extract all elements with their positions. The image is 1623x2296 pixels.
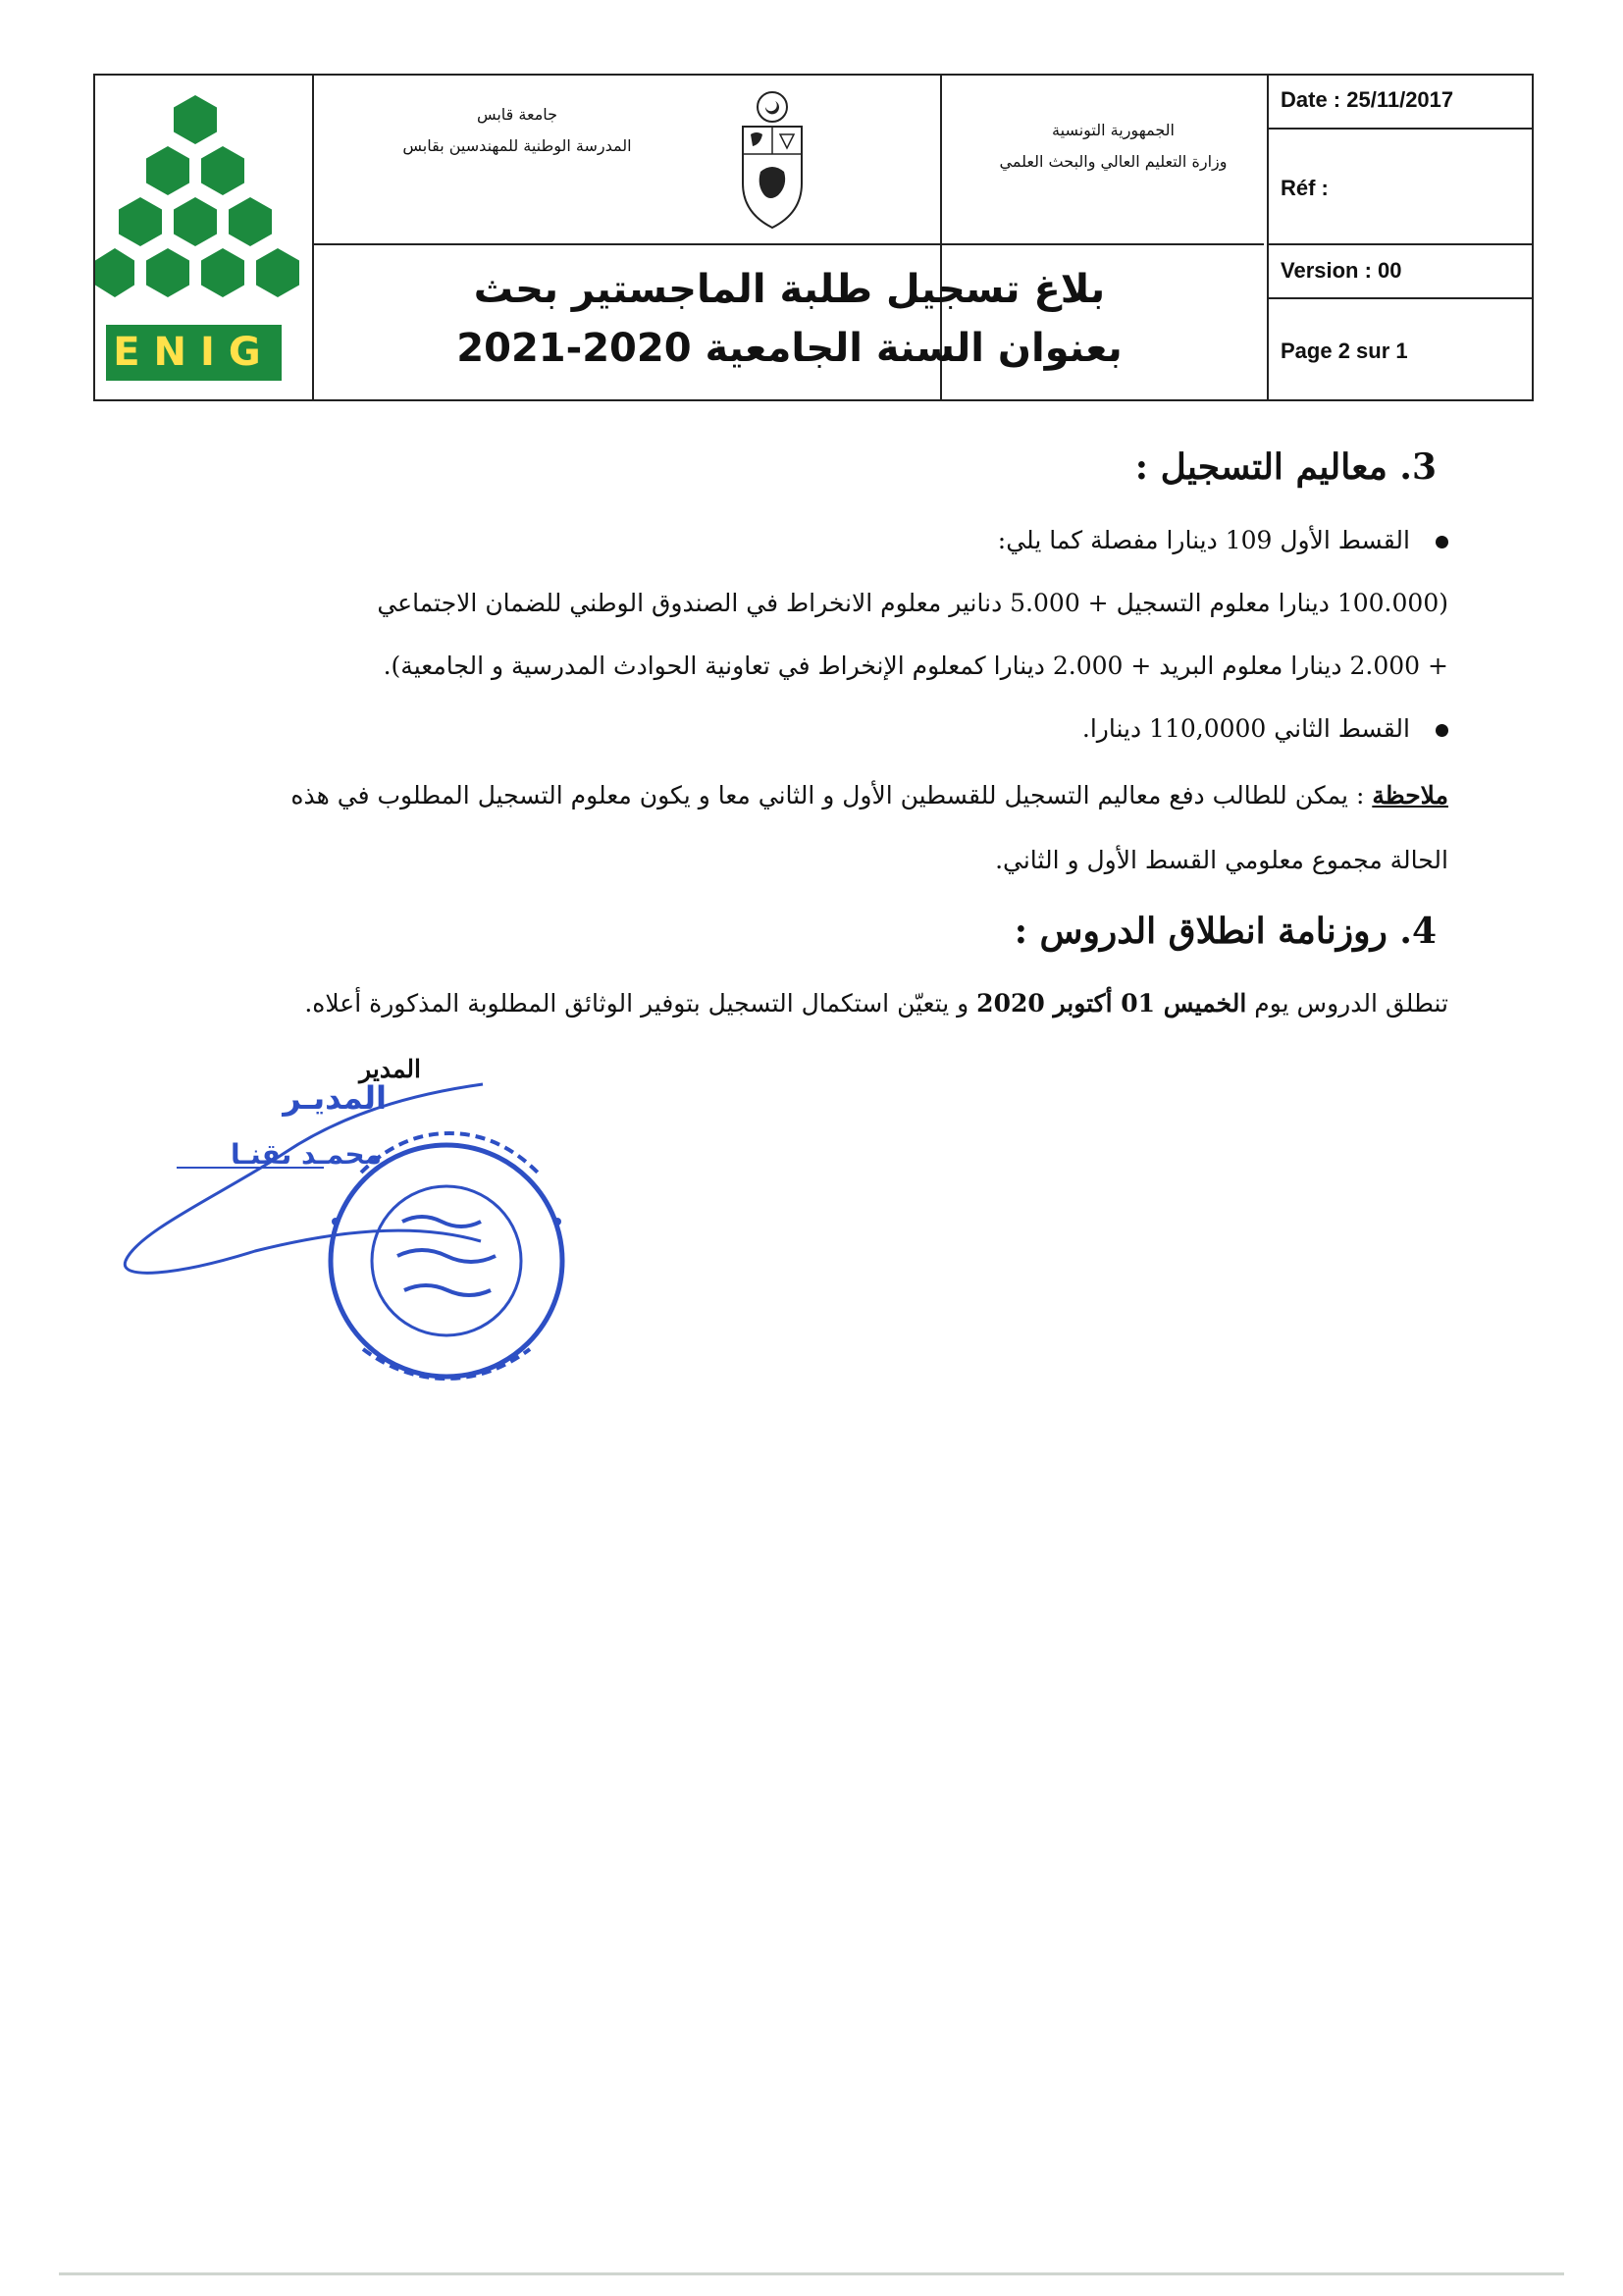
document-header: [93, 74, 1534, 401]
coat-of-arms-icon: [733, 85, 812, 233]
fee-details-line: + 2.000 دينارا معلوم البريد + 2.000 دينارا كمعلوم الإنخراط في تعاونية الحوادث المدرسية و الجامعية).: [383, 652, 1448, 680]
page-bottom-rule: [59, 2272, 1564, 2275]
schedule-text-end: و يتعيّن استكمال التسجيل بتوفير الوثائق المطلوبة المذكورة أعلاه.: [304, 989, 977, 1018]
director-label: المدير: [359, 1055, 421, 1083]
note-line: الحالة مجموع معلومي القسط الأول و الثاني.: [995, 846, 1448, 874]
title-line: بعنوان السنة الجامعية 2020-2021: [456, 326, 1123, 371]
ministry-block: [969, 115, 1258, 178]
logo-hexagon: [146, 248, 189, 297]
logo-hexagon: [174, 197, 217, 246]
university-name: جامعة قابس: [476, 105, 558, 124]
logo-hexagon: [256, 248, 299, 297]
director-handwritten: المديـر: [283, 1079, 387, 1117]
version-field: Version : 00: [1281, 258, 1402, 283]
date-field: Date : 25/11/2017: [1281, 87, 1454, 112]
logo-hexagon: [229, 197, 272, 246]
logo-hexagon: [201, 146, 244, 195]
institution-block: [316, 99, 718, 162]
schedule-text: [304, 989, 1448, 1018]
document-title: [312, 260, 1267, 378]
republic-name: الجمهورية التونسية: [1052, 121, 1175, 139]
logo-hexagon: [174, 95, 217, 144]
logo-hexagon: [119, 197, 162, 246]
bullet-second-installment: [1082, 714, 1448, 743]
section-heading-schedule: 4. روزنامة انطلاق الدروس :: [1014, 911, 1437, 952]
bullet-text: القسط الأول 109 دينارا مفصلة كما يلي:: [997, 526, 1410, 554]
bullet-first-installment: [998, 526, 1448, 554]
bullet-text: القسط الثاني 110,0000 دينارا.: [1081, 714, 1410, 743]
logo-hexagon: [201, 248, 244, 297]
note-text: : يمكن للطالب دفع معاليم التسجيل للقسطين الأول و الثاني معا و يكون معلوم التسجيل المطلوب في هذه: [290, 781, 1373, 809]
ministry-name: وزارة التعليم العالي والبحث العلمي: [999, 152, 1228, 171]
logo-hexagon: [95, 248, 134, 297]
signature-and-stamp: [118, 1074, 628, 1398]
signer-name-handwritten: محمـد بقنـا: [231, 1138, 382, 1171]
note-line: [290, 781, 1448, 809]
enig-logo: [95, 76, 312, 399]
schedule-text-start: تنطلق الدروس يوم: [1246, 989, 1448, 1018]
logo-text: ENIG: [106, 325, 282, 381]
school-name: المدرسة الوطنية للمهندسين بقابس: [402, 136, 632, 155]
start-date: الخميس 01 أكتوبر 2020: [976, 989, 1247, 1018]
section-heading-fees: 3. معاليم التسجيل :: [1134, 446, 1437, 488]
title-line: بلاغ تسجيل طلبة الماجستير بحث: [473, 267, 1106, 312]
page-field: Page 2 sur 1: [1281, 339, 1408, 363]
note-label: ملاحظة: [1372, 781, 1448, 809]
official-stamp-icon: [331, 1133, 562, 1379]
bullet-icon: [1436, 724, 1448, 737]
logo-hexagon: [146, 146, 189, 195]
bullet-icon: [1436, 536, 1448, 548]
fee-details-line: (100.000 دينارا معلوم التسجيل + 5.000 دنانير معلوم الانخراط في الصندوق الوطني للضمان الاجتماعي: [377, 589, 1448, 617]
reference-field: Réf :: [1281, 176, 1329, 200]
